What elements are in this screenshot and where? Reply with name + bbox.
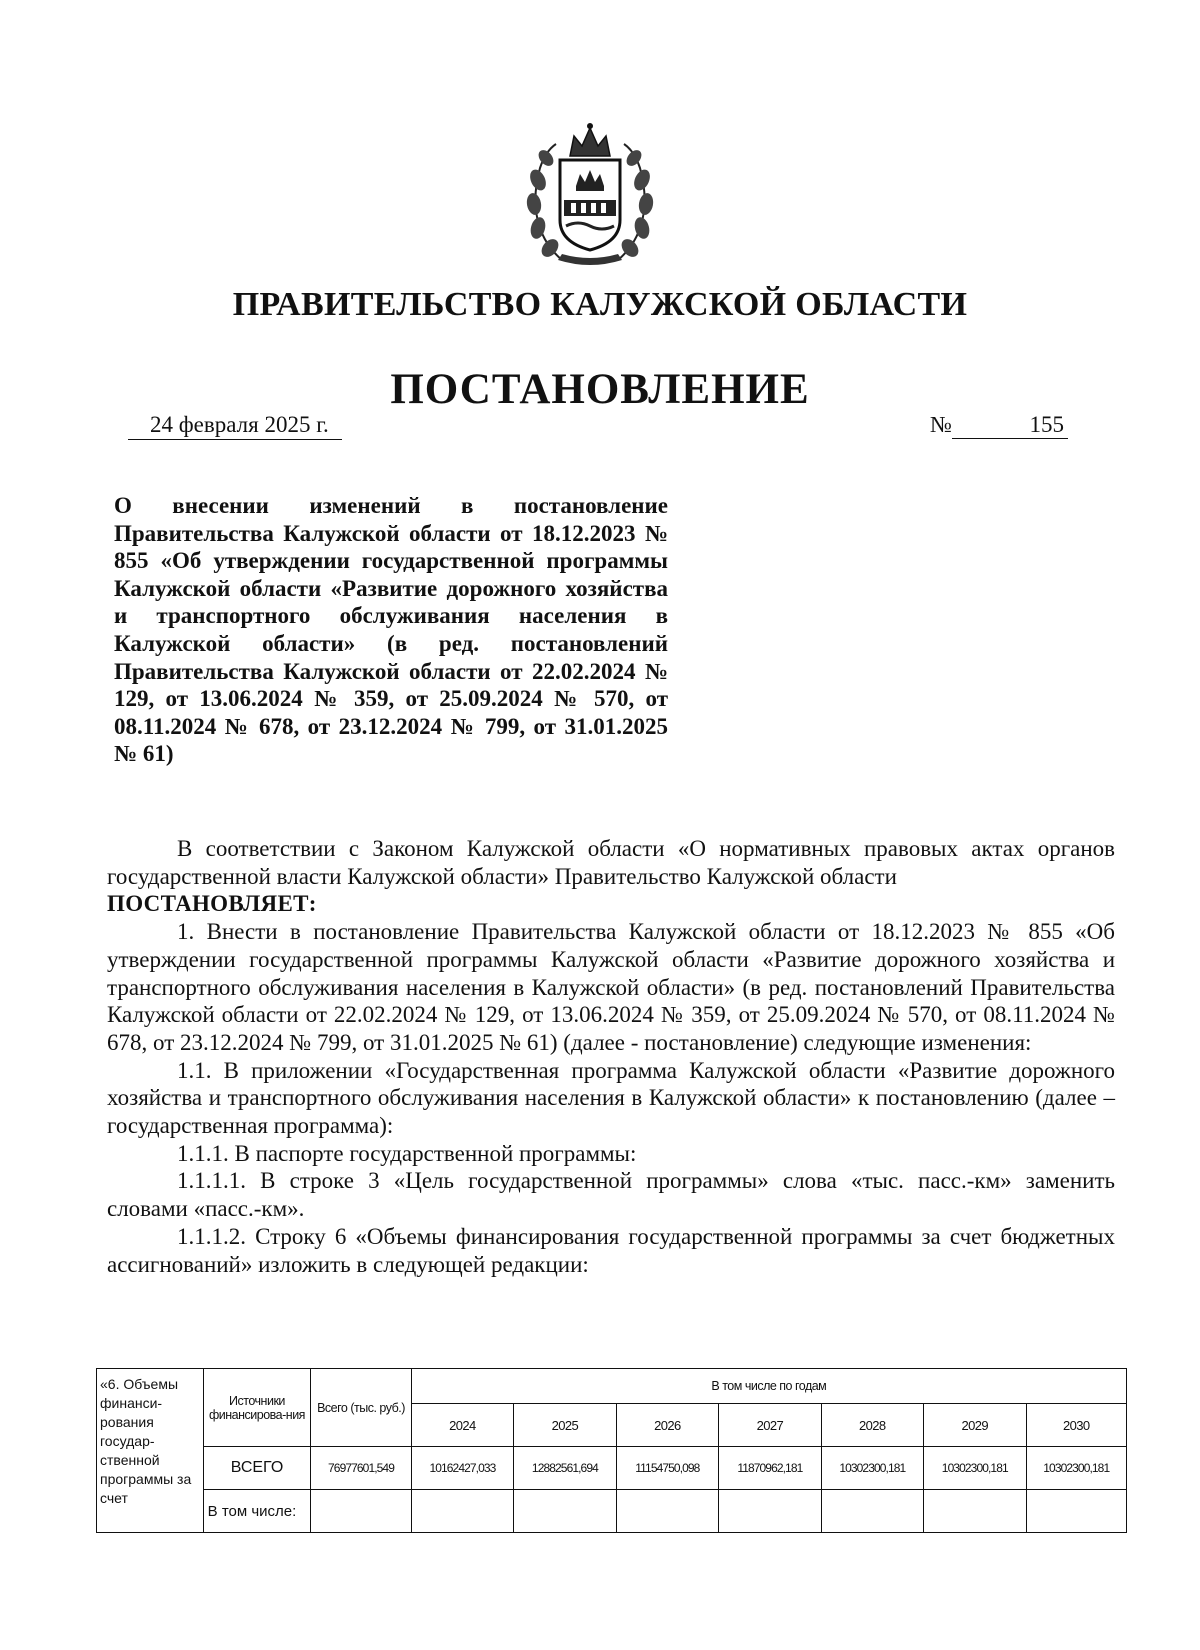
paragraph-1-1: 1.1. В приложении «Государственная программа Калужской области «Развитие дорожного хозяйства и транспортного обслуживания населения в Калужской области» к постановлению (далее – государственная программа): [107, 1057, 1115, 1139]
value-cell [719, 1490, 821, 1533]
document-number-label: № [930, 412, 952, 437]
total-cell [311, 1490, 411, 1533]
value-cell [1026, 1490, 1126, 1533]
source-cell: ВСЕГО [203, 1447, 311, 1490]
document-body [107, 835, 1115, 1278]
value-cell [924, 1490, 1026, 1533]
table-row-label: «6. Объемы финанси-рования государ-ственной программы за счет [97, 1369, 204, 1533]
year-header: 2027 [719, 1404, 821, 1447]
value-cell [411, 1490, 513, 1533]
total-cell: 76977601,549 [311, 1447, 411, 1490]
by-years-header: В том числе по годам [411, 1369, 1126, 1404]
source-cell: В том числе: [203, 1490, 311, 1533]
document-number: 155 [952, 412, 1068, 439]
year-header: 2025 [514, 1404, 616, 1447]
value-cell: 10302300,181 [1026, 1447, 1126, 1490]
paragraph-1: 1. Внести в постановление Правительства Калужской области от 18.12.2023 № 855 «Об утверждении государственной программы Калужской области «Развитие дорожного хозяйства и транспортного обслуживания населения в Калужской области» (в ред. постановлений Правительства Калужской области от 22.02.2024 № 129, от 13.06.2024 № 359, от 25.09.2024 № 570, от 08.11.2024 № 678, от 23.12.2024 № 799, от 31.01.2025 № 61) (далее - постановление) следующие изменения: [107, 919, 1115, 1055]
value-cell [514, 1490, 616, 1533]
table-row [97, 1447, 1127, 1490]
organization-title: ПРАВИТЕЛЬСТВО КАЛУЖСКОЙ ОБЛАСТИ [232, 286, 968, 323]
value-cell [821, 1490, 923, 1533]
year-header: 2030 [1026, 1404, 1126, 1447]
paragraph-1-1-1-1: 1.1.1.1. В строке 3 «Цель государственной программы» слова «тыс. пасс.-км» заменить словами «пасс.-км». [107, 1168, 1115, 1222]
total-header: Всего (тыс. руб.) [311, 1369, 411, 1447]
value-cell: 12882561,694 [514, 1447, 616, 1490]
document-number-block [930, 412, 1068, 439]
sources-header: Источники финансирова-ния [203, 1369, 311, 1447]
value-cell: 10302300,181 [821, 1447, 923, 1490]
coat-of-arms-emblem [522, 120, 658, 268]
intro-paragraph [107, 835, 1115, 918]
document-type-title: ПОСТАНОВЛЕНИЕ [390, 366, 810, 413]
document-date: 24 февраля 2025 г. [128, 412, 342, 440]
year-header: 2024 [411, 1404, 513, 1447]
intro-text: В соответствии с Законом Калужской области «О нормативных правовых актах органов государственной власти Калужской области» Правительство Калужской области [107, 836, 1115, 889]
table-row [97, 1490, 1127, 1533]
resolves-keyword: ПОСТАНОВЛЯЕТ: [107, 891, 317, 917]
year-header: 2029 [924, 1404, 1026, 1447]
paragraph-1-1-1: 1.1.1. В паспорте государственной программы: [177, 1140, 637, 1166]
value-cell: 11154750,098 [616, 1447, 718, 1490]
value-cell: 10302300,181 [924, 1447, 1026, 1490]
paragraph-1-1-1-2: 1.1.1.2. Строку 6 «Объемы финансирования государственной программы за счет бюджетных ассигнований» изложить в следующей редакции: [107, 1223, 1115, 1277]
document-subject: О внесении изменений в постановление Правительства Калужской области от 18.12.2023 № 855 «Об утверждении государственной программы Калужской области «Развитие дорожного хозяйства и транспортного обслуживания населения в Калужской области» (в ред. постановлений Правительства Калужской области от 22.02.2024 № 129, от 13.06.2024 № 359, от 25.09.2024 № 570, от 08.11.2024 № 678, от 23.12.2024 № 799, от 31.01.2025 № 61) [114, 493, 668, 767]
year-header: 2028 [821, 1404, 923, 1447]
value-cell: 10162427,033 [411, 1447, 513, 1490]
year-header: 2026 [616, 1404, 718, 1447]
financing-table [96, 1368, 1127, 1533]
value-cell: 11870962,181 [719, 1447, 821, 1490]
coat-of-arms-icon [522, 120, 658, 268]
value-cell [616, 1490, 718, 1533]
